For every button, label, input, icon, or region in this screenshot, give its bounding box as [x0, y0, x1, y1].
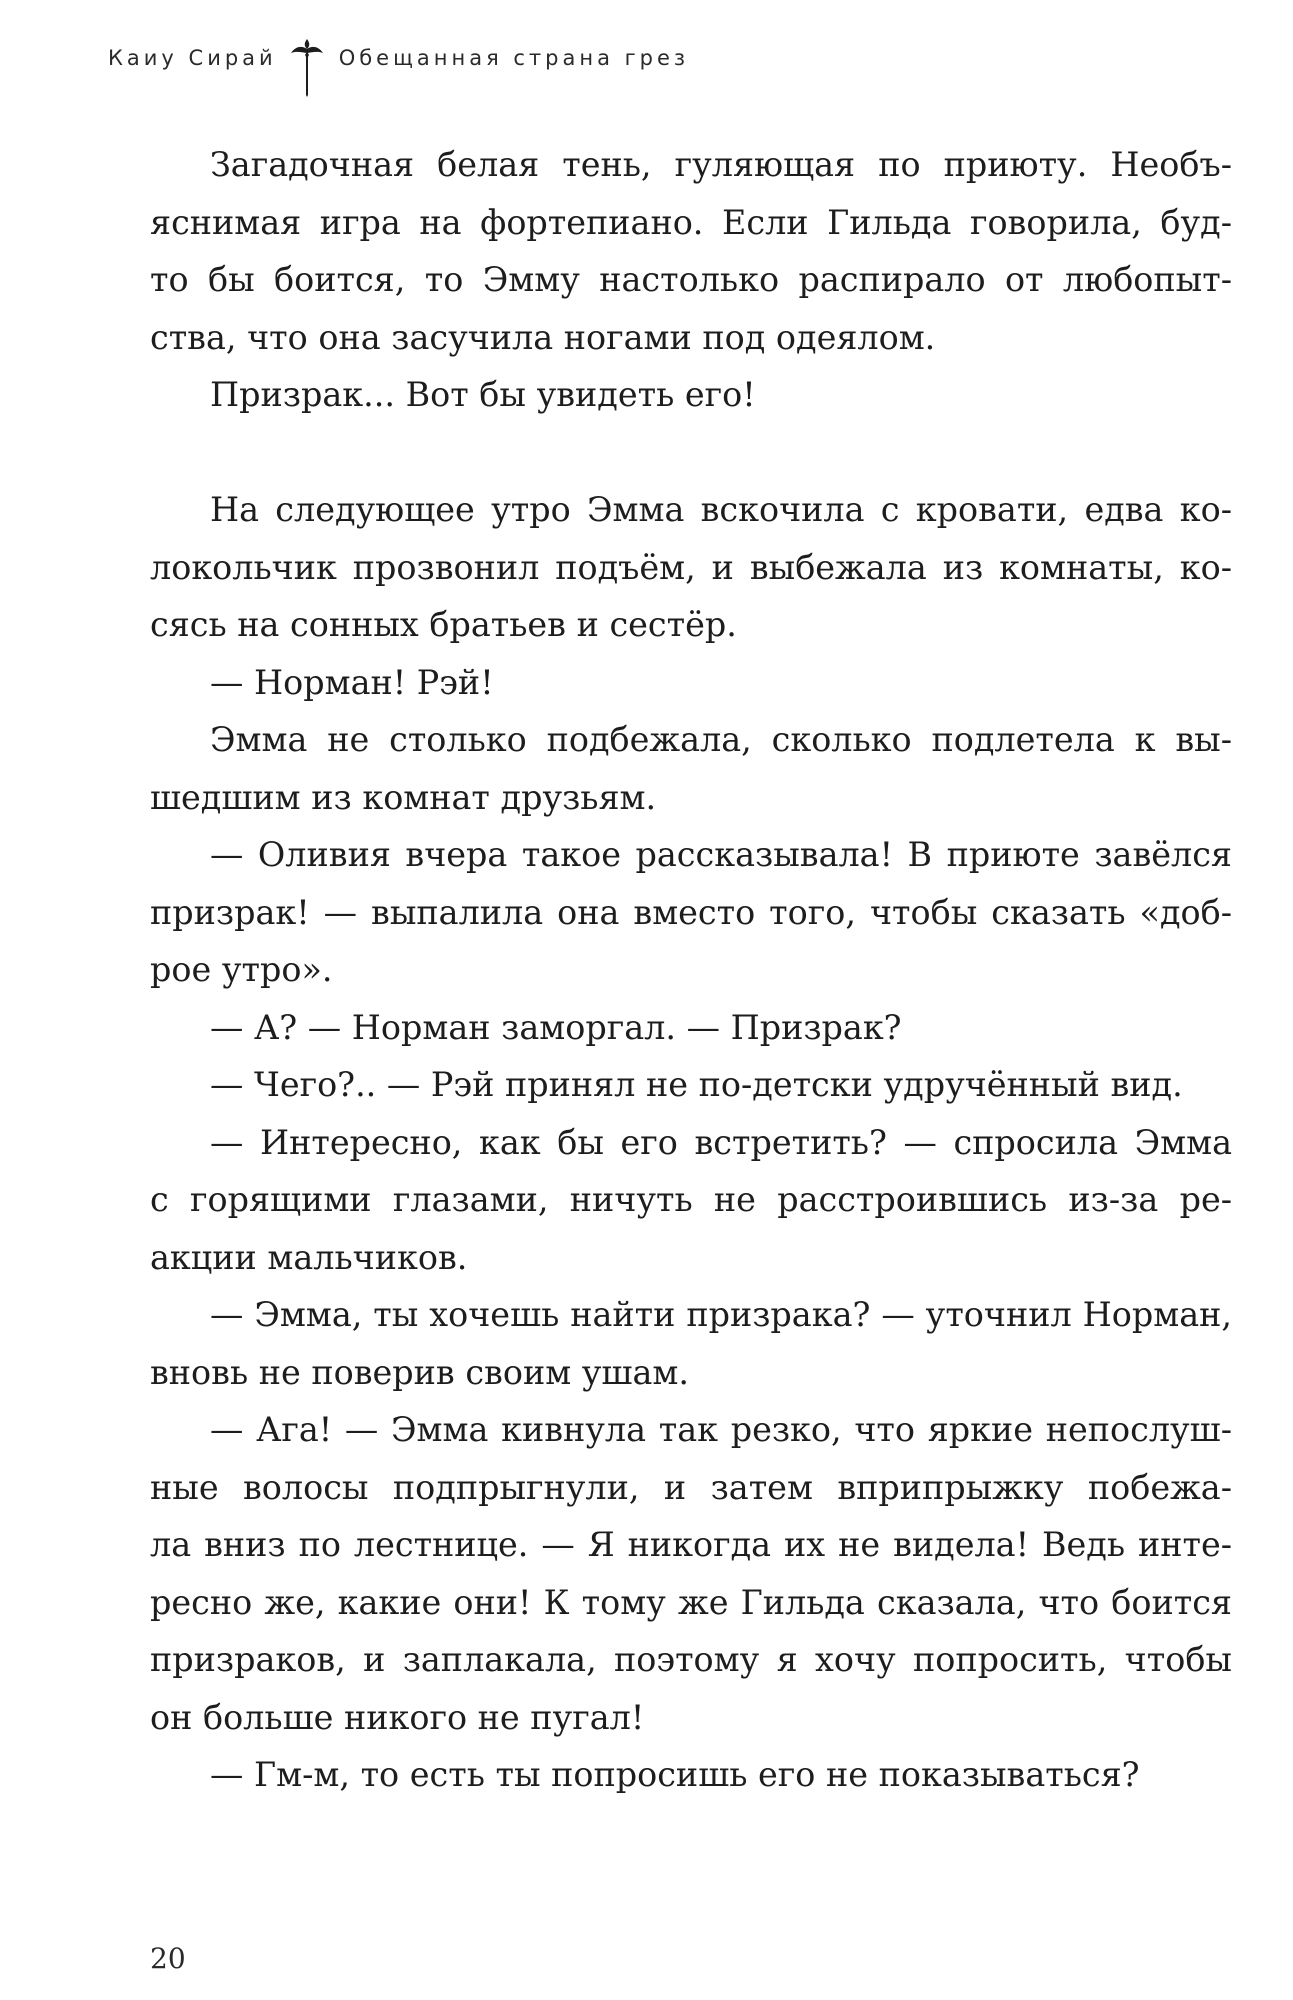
body-text	[150, 136, 1232, 1804]
text-line: — Оливия вчера такое рассказывала! В приюте завёлся	[210, 835, 1232, 874]
cross-ornament-icon	[287, 33, 327, 97]
text-line: Эмма не столько подбежала, сколько подлетела к вы-	[210, 720, 1232, 759]
section-break	[150, 424, 1232, 482]
text-line: Призрак... Вот бы увидеть его!	[210, 375, 756, 414]
running-header	[108, 38, 689, 78]
text-line: рое утро».	[150, 950, 333, 989]
text-line: шедшим из комнат друзьям.	[150, 777, 657, 817]
text-line: он больше никого не пугал!	[150, 1697, 645, 1737]
text-line: ресно же, какие они! К тому же Гильда сказала, что боится	[150, 1582, 1232, 1622]
page-number: 20	[150, 1942, 186, 1975]
header-author: Каиу Сирай	[108, 46, 277, 70]
text-line: яснимая игра на фортепиано. Если Гильда говорила, буд-	[150, 202, 1232, 242]
text-line: — Гм-м, то есть ты попросишь его не показываться?	[210, 1755, 1140, 1794]
text-line: то бы боится, то Эмму настолько распирало от любопыт-	[150, 260, 1232, 299]
text-line: локольчик прозвонил подъём, и выбежала из комнаты, ко-	[150, 547, 1232, 587]
text-line: — Чего?.. — Рэй принял не по-детски удручённый вид.	[210, 1065, 1183, 1104]
text-line: — Эмма, ты хочешь найти призрака? — уточнил Норман,	[210, 1295, 1232, 1334]
text-line: призраков, и заплакала, поэтому я хочу попросить, чтобы	[150, 1640, 1232, 1679]
text-line: — А? — Норман заморгал. — Призрак?	[210, 1007, 902, 1047]
text-line: сясь на сонных братьев и сестёр.	[150, 605, 737, 644]
text-line: — Интересно, как бы его встретить? — спросила Эмма	[210, 1122, 1232, 1162]
text-line: акции мальчиков.	[150, 1237, 468, 1277]
text-line: с горящими глазами, ничуть не расстроившись из-за ре-	[150, 1180, 1232, 1219]
text-line: — Норман! Рэй!	[210, 662, 494, 702]
text-line: На следующее утро Эмма вскочила с кровати, едва ко-	[210, 490, 1232, 529]
header-title: Обещанная страна грез	[338, 46, 690, 70]
text-line: призрак! — выпалила она вместо того, чтобы сказать «доб-	[150, 892, 1232, 932]
text-line: вновь не поверив своим ушам.	[150, 1352, 689, 1392]
text-line: ные волосы подпрыгнули, и затем вприпрыжку побежа-	[150, 1467, 1232, 1507]
text-line: Загадочная белая тень, гуляющая по приюту. Необъ-	[210, 145, 1232, 184]
text-line: — Ага! — Эмма кивнула так резко, что яркие непослуш-	[210, 1410, 1232, 1449]
text-line: ства, что она засучила ногами под одеялом.	[150, 317, 936, 357]
text-line: ла вниз по лестнице. — Я никогда их не видела! Ведь инте-	[150, 1525, 1232, 1564]
